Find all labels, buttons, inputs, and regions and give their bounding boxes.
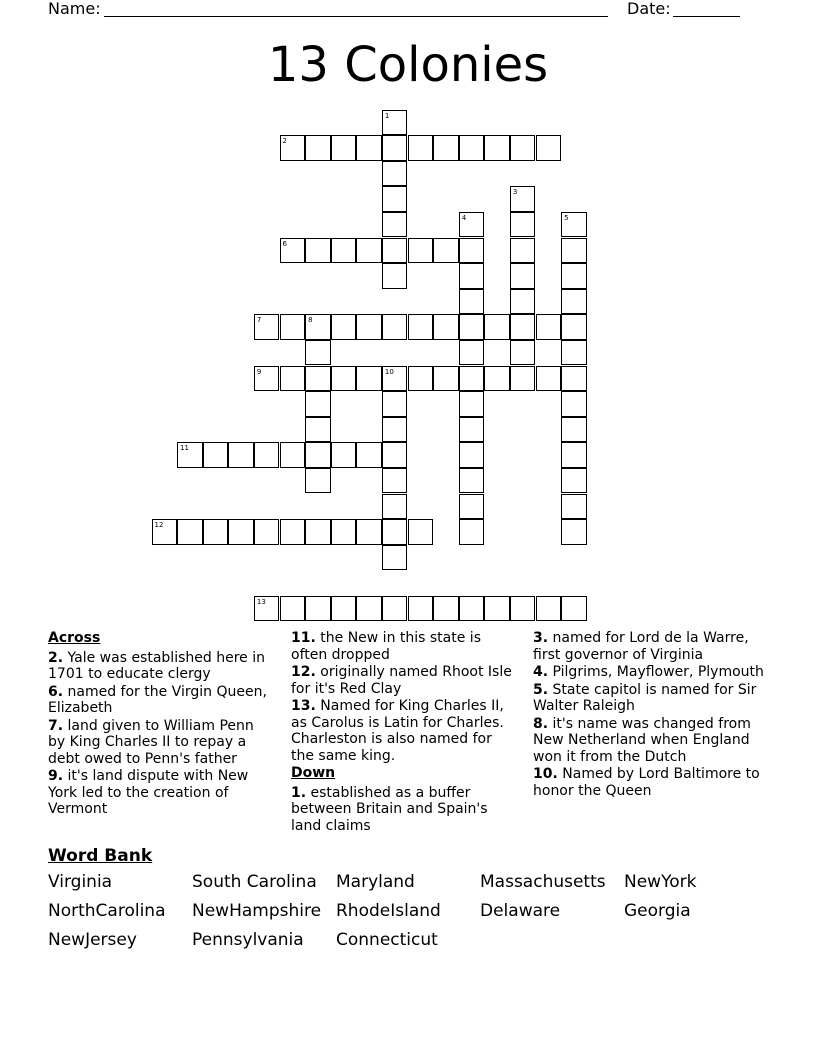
crossword-cell[interactable]: [510, 340, 536, 366]
crossword-cell[interactable]: [203, 519, 229, 545]
date-input-line[interactable]: [673, 16, 740, 17]
word-bank-item: NorthCarolina: [48, 901, 166, 921]
crossword-cell[interactable]: [382, 186, 408, 212]
crossword-cell[interactable]: [280, 238, 306, 264]
crossword-cell[interactable]: [331, 238, 357, 264]
clue-number: 1: [384, 111, 390, 120]
clue-across-13: 13. Named for King Charles II, as Carolus is Latin for Charles. Charleston is also named for the same king.: [291, 698, 504, 764]
name-input-line[interactable]: [104, 16, 608, 17]
word-bank-item: Virginia: [48, 872, 113, 892]
clue-across-2: 2. Yale was established here in 1701 to educate clergy: [48, 649, 265, 682]
word-bank-item: Maryland: [336, 872, 415, 892]
crossword-cell[interactable]: [382, 161, 408, 187]
crossword-cell[interactable]: [561, 314, 587, 340]
crossword-cell[interactable]: [408, 596, 434, 622]
crossword-cell[interactable]: [536, 135, 562, 161]
crossword-cell[interactable]: [510, 263, 536, 289]
crossword-cell[interactable]: [459, 442, 485, 468]
crossword-cell[interactable]: [561, 263, 587, 289]
clue-down-1: 1. established as a buffer between Britain and Spain's land claims: [291, 784, 488, 834]
crossword-cell[interactable]: [459, 340, 485, 366]
clue-number: 12: [154, 521, 164, 530]
crossword-cell[interactable]: [356, 238, 382, 264]
clue-across-9: 9. it's land dispute with New York led to the creation of Vermont: [48, 768, 249, 817]
crossword-cell[interactable]: [459, 468, 485, 494]
crossword-cell[interactable]: [459, 391, 485, 417]
crossword-cell[interactable]: [459, 596, 485, 622]
crossword-cell[interactable]: [561, 519, 587, 545]
crossword-cell[interactable]: [305, 366, 331, 392]
crossword-cell[interactable]: [382, 212, 408, 238]
crossword-cell[interactable]: [459, 238, 485, 264]
word-bank-item: Georgia: [624, 901, 691, 921]
crossword-cell[interactable]: [408, 238, 434, 264]
crossword-cell[interactable]: [228, 519, 254, 545]
crossword-cell[interactable]: [382, 442, 408, 468]
across-heading: Across: [48, 630, 101, 646]
word-bank-item: RhodeIsland: [336, 901, 441, 921]
crossword-cell[interactable]: [433, 596, 459, 622]
crossword-cell[interactable]: [510, 135, 536, 161]
crossword-cell[interactable]: [484, 314, 510, 340]
crossword-cell[interactable]: [254, 366, 280, 392]
clue-number: 6: [282, 239, 287, 248]
clue-down-4: 4. Pilgrims, Mayflower, Plymouth: [533, 664, 764, 680]
crossword-cell[interactable]: [408, 519, 434, 545]
clues-column-2: [291, 630, 516, 835]
crossword-cell[interactable]: [280, 314, 306, 340]
crossword-cell[interactable]: [280, 442, 306, 468]
crossword-cell[interactable]: [382, 238, 408, 264]
crossword-cell[interactable]: [305, 340, 331, 366]
crossword-cell[interactable]: [459, 289, 485, 315]
clue-number: 4: [461, 213, 467, 222]
crossword-cell[interactable]: [459, 263, 485, 289]
crossword-cell[interactable]: [356, 519, 382, 545]
crossword-cell[interactable]: [561, 391, 587, 417]
crossword-cell[interactable]: [484, 596, 510, 622]
crossword-cell[interactable]: [356, 314, 382, 340]
crossword-cell[interactable]: [459, 519, 485, 545]
crossword-cell[interactable]: [382, 596, 408, 622]
clue-number: 9: [256, 367, 262, 376]
crossword-cell[interactable]: [382, 263, 408, 289]
crossword-cell[interactable]: [561, 366, 587, 392]
crossword-cell[interactable]: [536, 366, 562, 392]
crossword-cell[interactable]: [356, 135, 382, 161]
crossword-cell[interactable]: [459, 494, 485, 520]
crossword-cell[interactable]: [280, 596, 306, 622]
word-bank-item: NewHampshire: [192, 901, 322, 921]
word-bank-item: Massachusetts: [480, 872, 606, 892]
crossword-cell[interactable]: [536, 314, 562, 340]
crossword-cell[interactable]: [382, 494, 408, 520]
clue-across-6: 6. named for the Virgin Queen, Elizabeth: [48, 683, 267, 716]
clues-column-3: [533, 630, 773, 800]
crossword-cell[interactable]: [459, 366, 485, 392]
clue-number: 5: [564, 213, 569, 222]
crossword-cell[interactable]: [561, 417, 587, 443]
crossword-cell[interactable]: [305, 391, 331, 417]
word-bank-list: [48, 872, 768, 951]
clue-down-5: 5. State capitol is named for Sir Walter Raleigh: [533, 681, 757, 714]
crossword-cell[interactable]: [561, 468, 587, 494]
clues-column-1: [48, 630, 273, 819]
clue-number: 13: [256, 597, 266, 606]
crossword-cell[interactable]: [459, 417, 485, 443]
clue-down-8: 8. it's name was changed from New Netherland when England won it from the Dutch: [533, 715, 751, 765]
crossword-cell[interactable]: [382, 468, 408, 494]
crossword-cell[interactable]: [382, 391, 408, 417]
crossword-cell[interactable]: [459, 135, 485, 161]
crossword-cell[interactable]: [433, 366, 459, 392]
date-label: Date:: [627, 0, 671, 18]
clue-number: 8: [308, 316, 313, 325]
crossword-cell[interactable]: [280, 519, 306, 545]
clue-across-12: 12. originally named Rhoot Isle for it's Red Clay: [291, 664, 512, 697]
crossword-cell[interactable]: [510, 366, 536, 392]
crossword-cell[interactable]: [561, 442, 587, 468]
crossword-cell[interactable]: [382, 110, 408, 136]
crossword-cell[interactable]: [152, 519, 178, 545]
word-bank-item: NewJersey: [48, 930, 137, 950]
crossword-cell[interactable]: [433, 135, 459, 161]
crossword-cell[interactable]: [305, 468, 331, 494]
crossword-cell[interactable]: [254, 519, 280, 545]
clue-number: 10: [384, 367, 394, 376]
crossword-cell[interactable]: [177, 442, 203, 468]
clue-number: 11: [180, 444, 190, 453]
crossword-cell[interactable]: [510, 238, 536, 264]
crossword-cell[interactable]: [561, 596, 587, 622]
crossword-cell[interactable]: [305, 314, 331, 340]
crossword-cell[interactable]: [408, 314, 434, 340]
crossword-cell[interactable]: [331, 596, 357, 622]
crossword-cell[interactable]: [382, 417, 408, 443]
word-bank-item: NewYork: [624, 872, 697, 892]
crossword-cell[interactable]: [305, 596, 331, 622]
crossword-cell[interactable]: [408, 135, 434, 161]
clue-number: 2: [282, 137, 287, 146]
crossword-cell[interactable]: [408, 366, 434, 392]
word-bank-item: Connecticut: [336, 930, 438, 950]
crossword-cell[interactable]: [356, 596, 382, 622]
crossword-cell[interactable]: [356, 366, 382, 392]
clue-number: 3: [512, 188, 518, 197]
clue-down-3: 3. named for Lord de la Warre, first governor of Virginia: [533, 630, 749, 663]
header: [48, 0, 748, 22]
crossword-cell[interactable]: [382, 545, 408, 571]
crossword-cell[interactable]: [203, 442, 229, 468]
crossword-cell[interactable]: [510, 289, 536, 315]
crossword-cell[interactable]: [459, 314, 485, 340]
crossword-cell[interactable]: [254, 442, 280, 468]
word-bank-item: Delaware: [480, 901, 561, 921]
crossword-cell[interactable]: [510, 314, 536, 340]
crossword-cell[interactable]: [305, 519, 331, 545]
crossword-cell[interactable]: [561, 494, 587, 520]
crossword-cell[interactable]: [331, 442, 357, 468]
crossword-cell[interactable]: [305, 238, 331, 264]
crossword-cell[interactable]: [433, 314, 459, 340]
crossword-cell[interactable]: [561, 212, 587, 238]
word-bank: [48, 846, 768, 951]
crossword-cell[interactable]: [280, 135, 306, 161]
crossword-cell[interactable]: [484, 366, 510, 392]
crossword-cell[interactable]: [305, 442, 331, 468]
crossword-cell[interactable]: [356, 442, 382, 468]
down-heading: Down: [291, 765, 336, 781]
crossword-cell[interactable]: [484, 135, 510, 161]
word-bank-item: South Carolina: [192, 872, 317, 892]
crossword-cell[interactable]: [433, 238, 459, 264]
clue-across-11: 11. the New in this state is often dropped: [291, 630, 481, 663]
clue-number: 7: [256, 316, 262, 325]
name-label: Name:: [48, 0, 101, 18]
clue-down-10: 10. Named by Lord Baltimore to honor the Queen: [533, 766, 760, 799]
crossword-cell[interactable]: [177, 519, 203, 545]
crossword-cell[interactable]: [561, 238, 587, 264]
crossword-cell[interactable]: [382, 135, 408, 161]
crossword-cell[interactable]: [382, 314, 408, 340]
word-bank-item: Pennsylvania: [192, 930, 304, 950]
crossword-cell[interactable]: [459, 212, 485, 238]
crossword-cell[interactable]: [254, 314, 280, 340]
crossword-cell[interactable]: [382, 366, 408, 392]
clue-across-7: 7. land given to William Penn by King Charles II to repay a debt owed to Penn's father: [48, 717, 254, 767]
word-bank-title: Word Bank: [48, 846, 153, 866]
crossword-cell[interactable]: [382, 519, 408, 545]
crossword-cell[interactable]: [280, 366, 306, 392]
crossword-cell[interactable]: [305, 417, 331, 443]
crossword-cell[interactable]: [510, 596, 536, 622]
crossword-cell[interactable]: [331, 135, 357, 161]
crossword-cell[interactable]: [561, 340, 587, 366]
crossword-cell[interactable]: [228, 442, 254, 468]
crossword-cell[interactable]: [331, 314, 357, 340]
crossword-cell[interactable]: [254, 596, 280, 622]
crossword-cell[interactable]: [510, 212, 536, 238]
crossword-cell[interactable]: [561, 289, 587, 315]
crossword-cell[interactable]: [331, 519, 357, 545]
crossword-cell[interactable]: [331, 366, 357, 392]
crossword-cell[interactable]: [536, 596, 562, 622]
page-title: 13 Colonies: [267, 37, 549, 93]
crossword-cell[interactable]: [305, 135, 331, 161]
crossword-cell[interactable]: [510, 186, 536, 212]
